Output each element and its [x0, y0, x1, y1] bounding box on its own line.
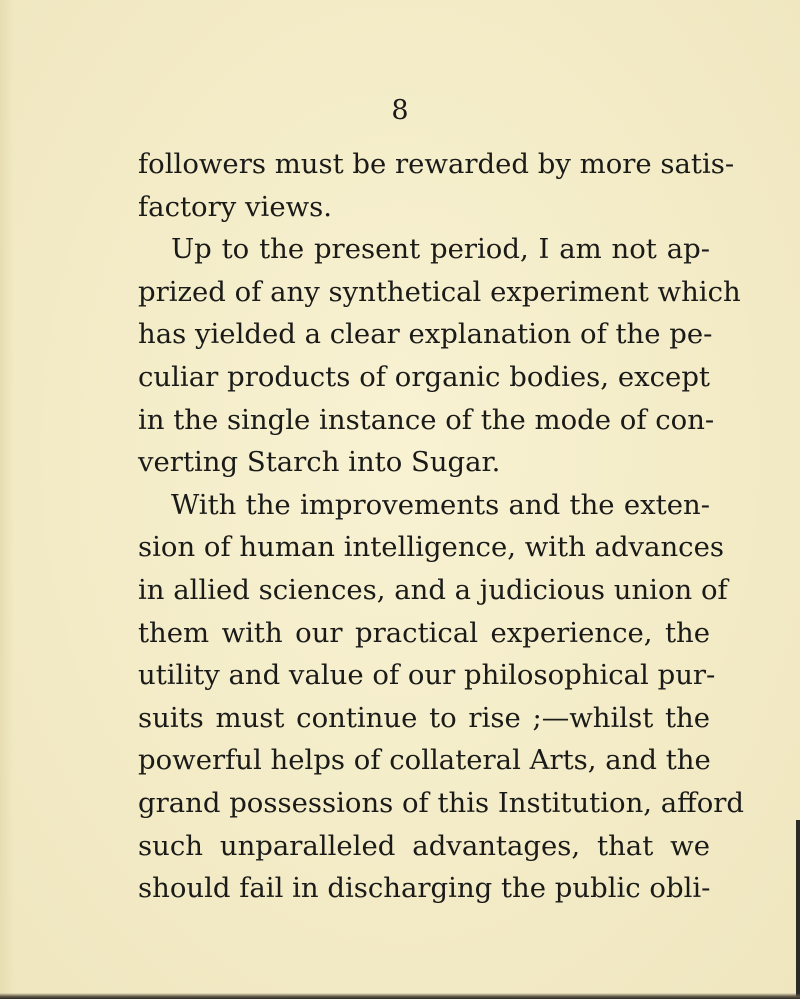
text-line: followers must be rewarded by more satis- [138, 148, 735, 180]
text-line: them with our practical experience, the [138, 616, 710, 649]
text-line: prized of any synthetical experiment which [138, 275, 741, 308]
body-text [138, 143, 745, 910]
text-line: sion of human intelligence, with advances [138, 531, 724, 564]
text-line: powerful helps of collateral Arts, and the [138, 744, 711, 777]
text-line: grand possessions of this Institution, afford [138, 786, 745, 819]
text-line: verting Starch into Sugar. [138, 446, 501, 479]
page-bottom-edge [0, 993, 800, 999]
text-line: culiar products of organic bodies, except [138, 360, 710, 393]
page-right-edge [796, 820, 800, 999]
text-line: utility and value of our philosophical pur- [138, 659, 716, 692]
text-line: With the improvements and the exten- [171, 488, 710, 521]
text-line: has yielded a clear explanation of the pe- [138, 318, 713, 351]
text-line: should fail in discharging the public obli- [138, 872, 711, 905]
text-line: such unparalleled advantages, that we [138, 829, 710, 862]
page-number: 8 [391, 95, 409, 126]
text-line: factory views. [138, 190, 333, 223]
text-line: suits must continue to rise ;—whilst the [138, 701, 710, 734]
page-left-shadow [0, 0, 14, 999]
text-line: Up to the present period, I am not ap- [171, 233, 710, 266]
text-line: in the single instance of the mode of con- [138, 403, 715, 436]
text-line: in allied sciences, and a judicious union of [138, 573, 728, 606]
